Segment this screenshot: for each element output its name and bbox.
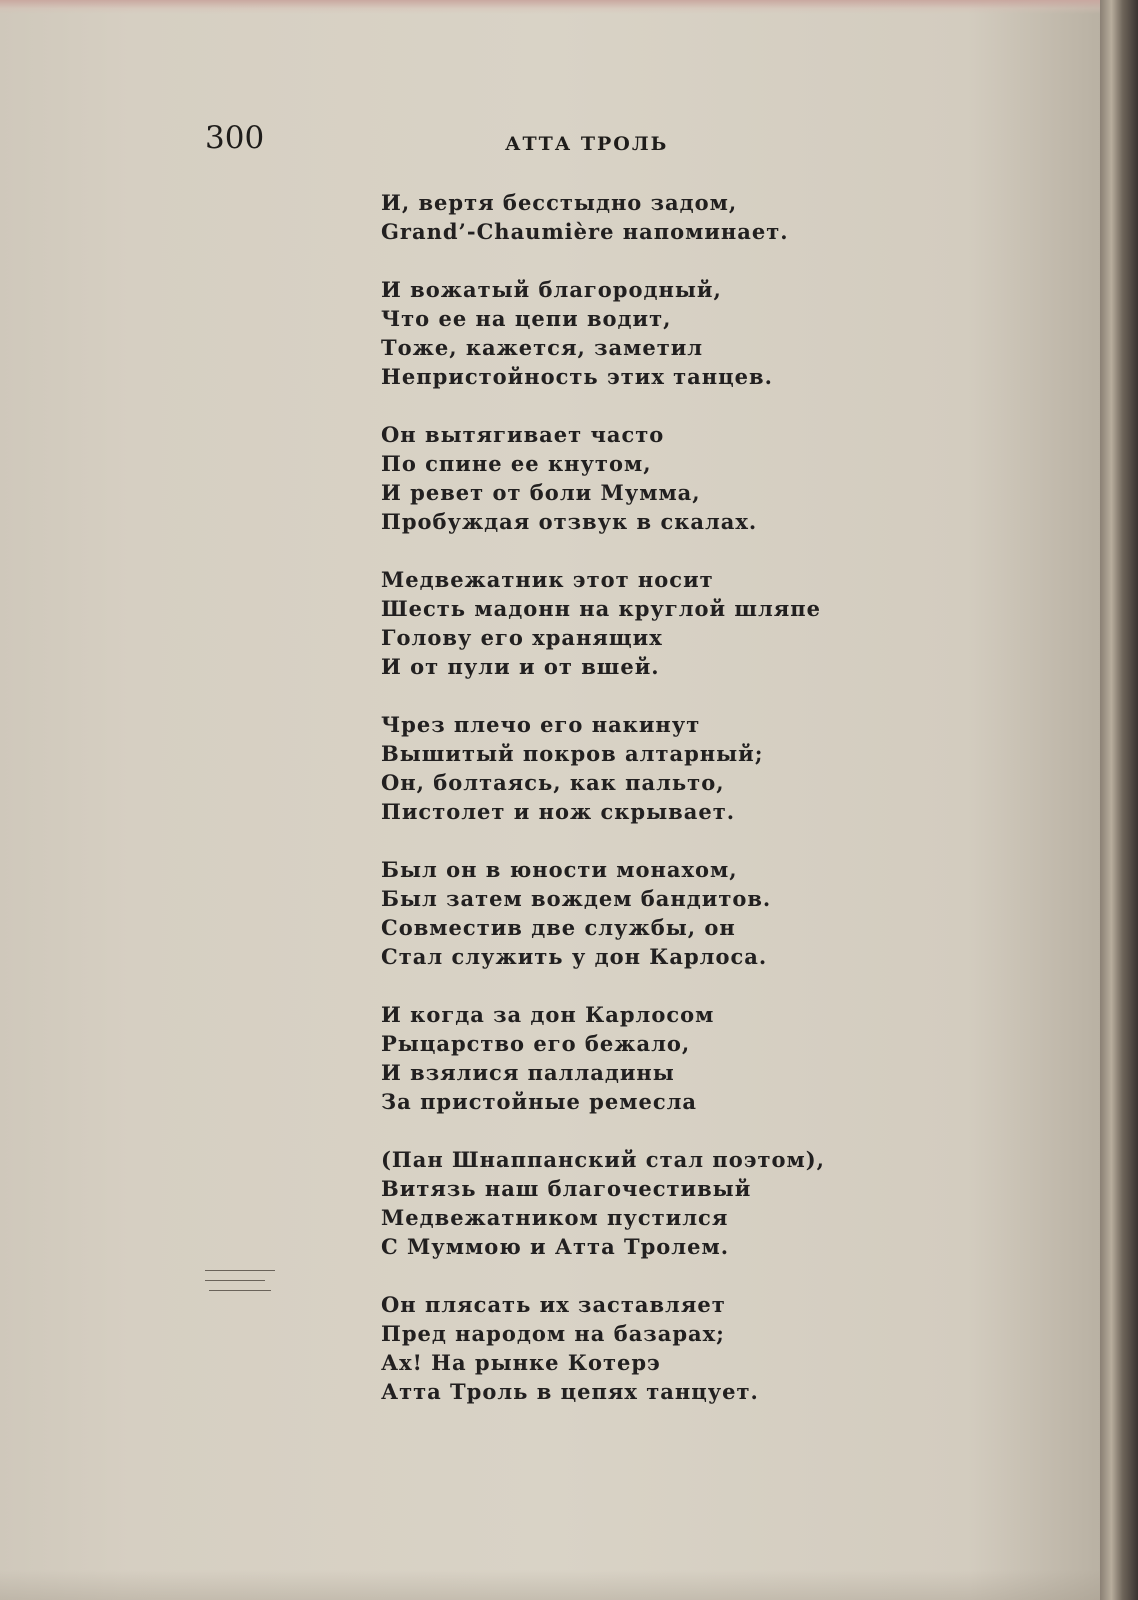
stanza — [381, 1290, 1081, 1406]
poem-line: И ревет от боли Мумма, — [381, 480, 701, 505]
running-head: АТТА ТРОЛЬ — [505, 133, 669, 155]
poem-line: (Пан Шнаппанский стал поэтом), — [381, 1147, 825, 1172]
poem-line: За пристойные ремесла — [381, 1089, 698, 1114]
stanza — [381, 710, 1081, 826]
poem-line: Был он в юности монахом, — [381, 857, 738, 882]
poem-line: И когда за дон Карлосом — [381, 1002, 715, 1027]
poem-line: Витязь наш благочестивый — [381, 1176, 752, 1201]
poem-line: И взялися палладины — [381, 1060, 675, 1085]
poem-line: И, вертя бесстыдно задом, — [381, 190, 738, 215]
book-binding-edge — [1100, 0, 1138, 1600]
poem-line: Он вытягивает часто — [381, 422, 665, 447]
poem-line: Он, болтаясь, как пальто, — [381, 770, 725, 795]
page-number: 300 — [205, 120, 265, 156]
stanza — [381, 420, 1081, 536]
poem-line: Пистолет и нож скрывает. — [381, 799, 736, 824]
pencil-mark — [205, 1270, 275, 1271]
poem-line: Стал служить у дон Карлоса. — [381, 944, 768, 969]
poem-line: Атта Троль в цепях танцует. — [381, 1379, 759, 1404]
pencil-mark — [205, 1280, 265, 1281]
poem-line: Он плясать их заставляет — [381, 1292, 726, 1317]
pencil-mark — [209, 1290, 271, 1291]
poem-line: С Муммою и Атта Тролем. — [381, 1234, 730, 1259]
stanza — [381, 1145, 1081, 1261]
poem-line: Был затем вождем бандитов. — [381, 886, 772, 911]
poem-line: И от пули и от вшей. — [381, 654, 660, 679]
poem-line: Пробуждая отзвук в скалах. — [381, 509, 758, 534]
pencil-marks — [205, 1262, 355, 1302]
poem-line: Медвежатником пустился — [381, 1205, 729, 1230]
poem-line: Ах! На рынке Котерэ — [381, 1350, 661, 1375]
poem-line: Шесть мадонн на круглой шляпе — [381, 596, 822, 621]
poem-line: Grand’-Chaumière напоминает. — [381, 219, 789, 244]
poem-line: Тоже, кажется, заметил — [381, 335, 704, 360]
poem-line: По спине ее кнутом, — [381, 451, 652, 476]
stanza — [381, 275, 1081, 391]
poem-line: Чрез плечо его накинут — [381, 712, 701, 737]
poem-line: Голову его хранящих — [381, 625, 663, 650]
poem-line: Пред народом на базарах; — [381, 1321, 725, 1346]
poem-line: Что ее на цепи водит, — [381, 306, 672, 331]
poem-text — [381, 188, 1081, 1435]
poem-line: Вышитый покров алтарный; — [381, 741, 764, 766]
poem-line: Непристойность этих танцев. — [381, 364, 773, 389]
stanza — [381, 565, 1081, 681]
stanza — [381, 1000, 1081, 1116]
stanza — [381, 855, 1081, 971]
poem-line: Рыцарство его бежало, — [381, 1031, 691, 1056]
poem-line: Медвежатник этот носит — [381, 567, 714, 592]
stanza — [381, 188, 1081, 246]
poem-line: И вожатый благородный, — [381, 277, 722, 302]
poem-line: Совместив две службы, он — [381, 915, 736, 940]
